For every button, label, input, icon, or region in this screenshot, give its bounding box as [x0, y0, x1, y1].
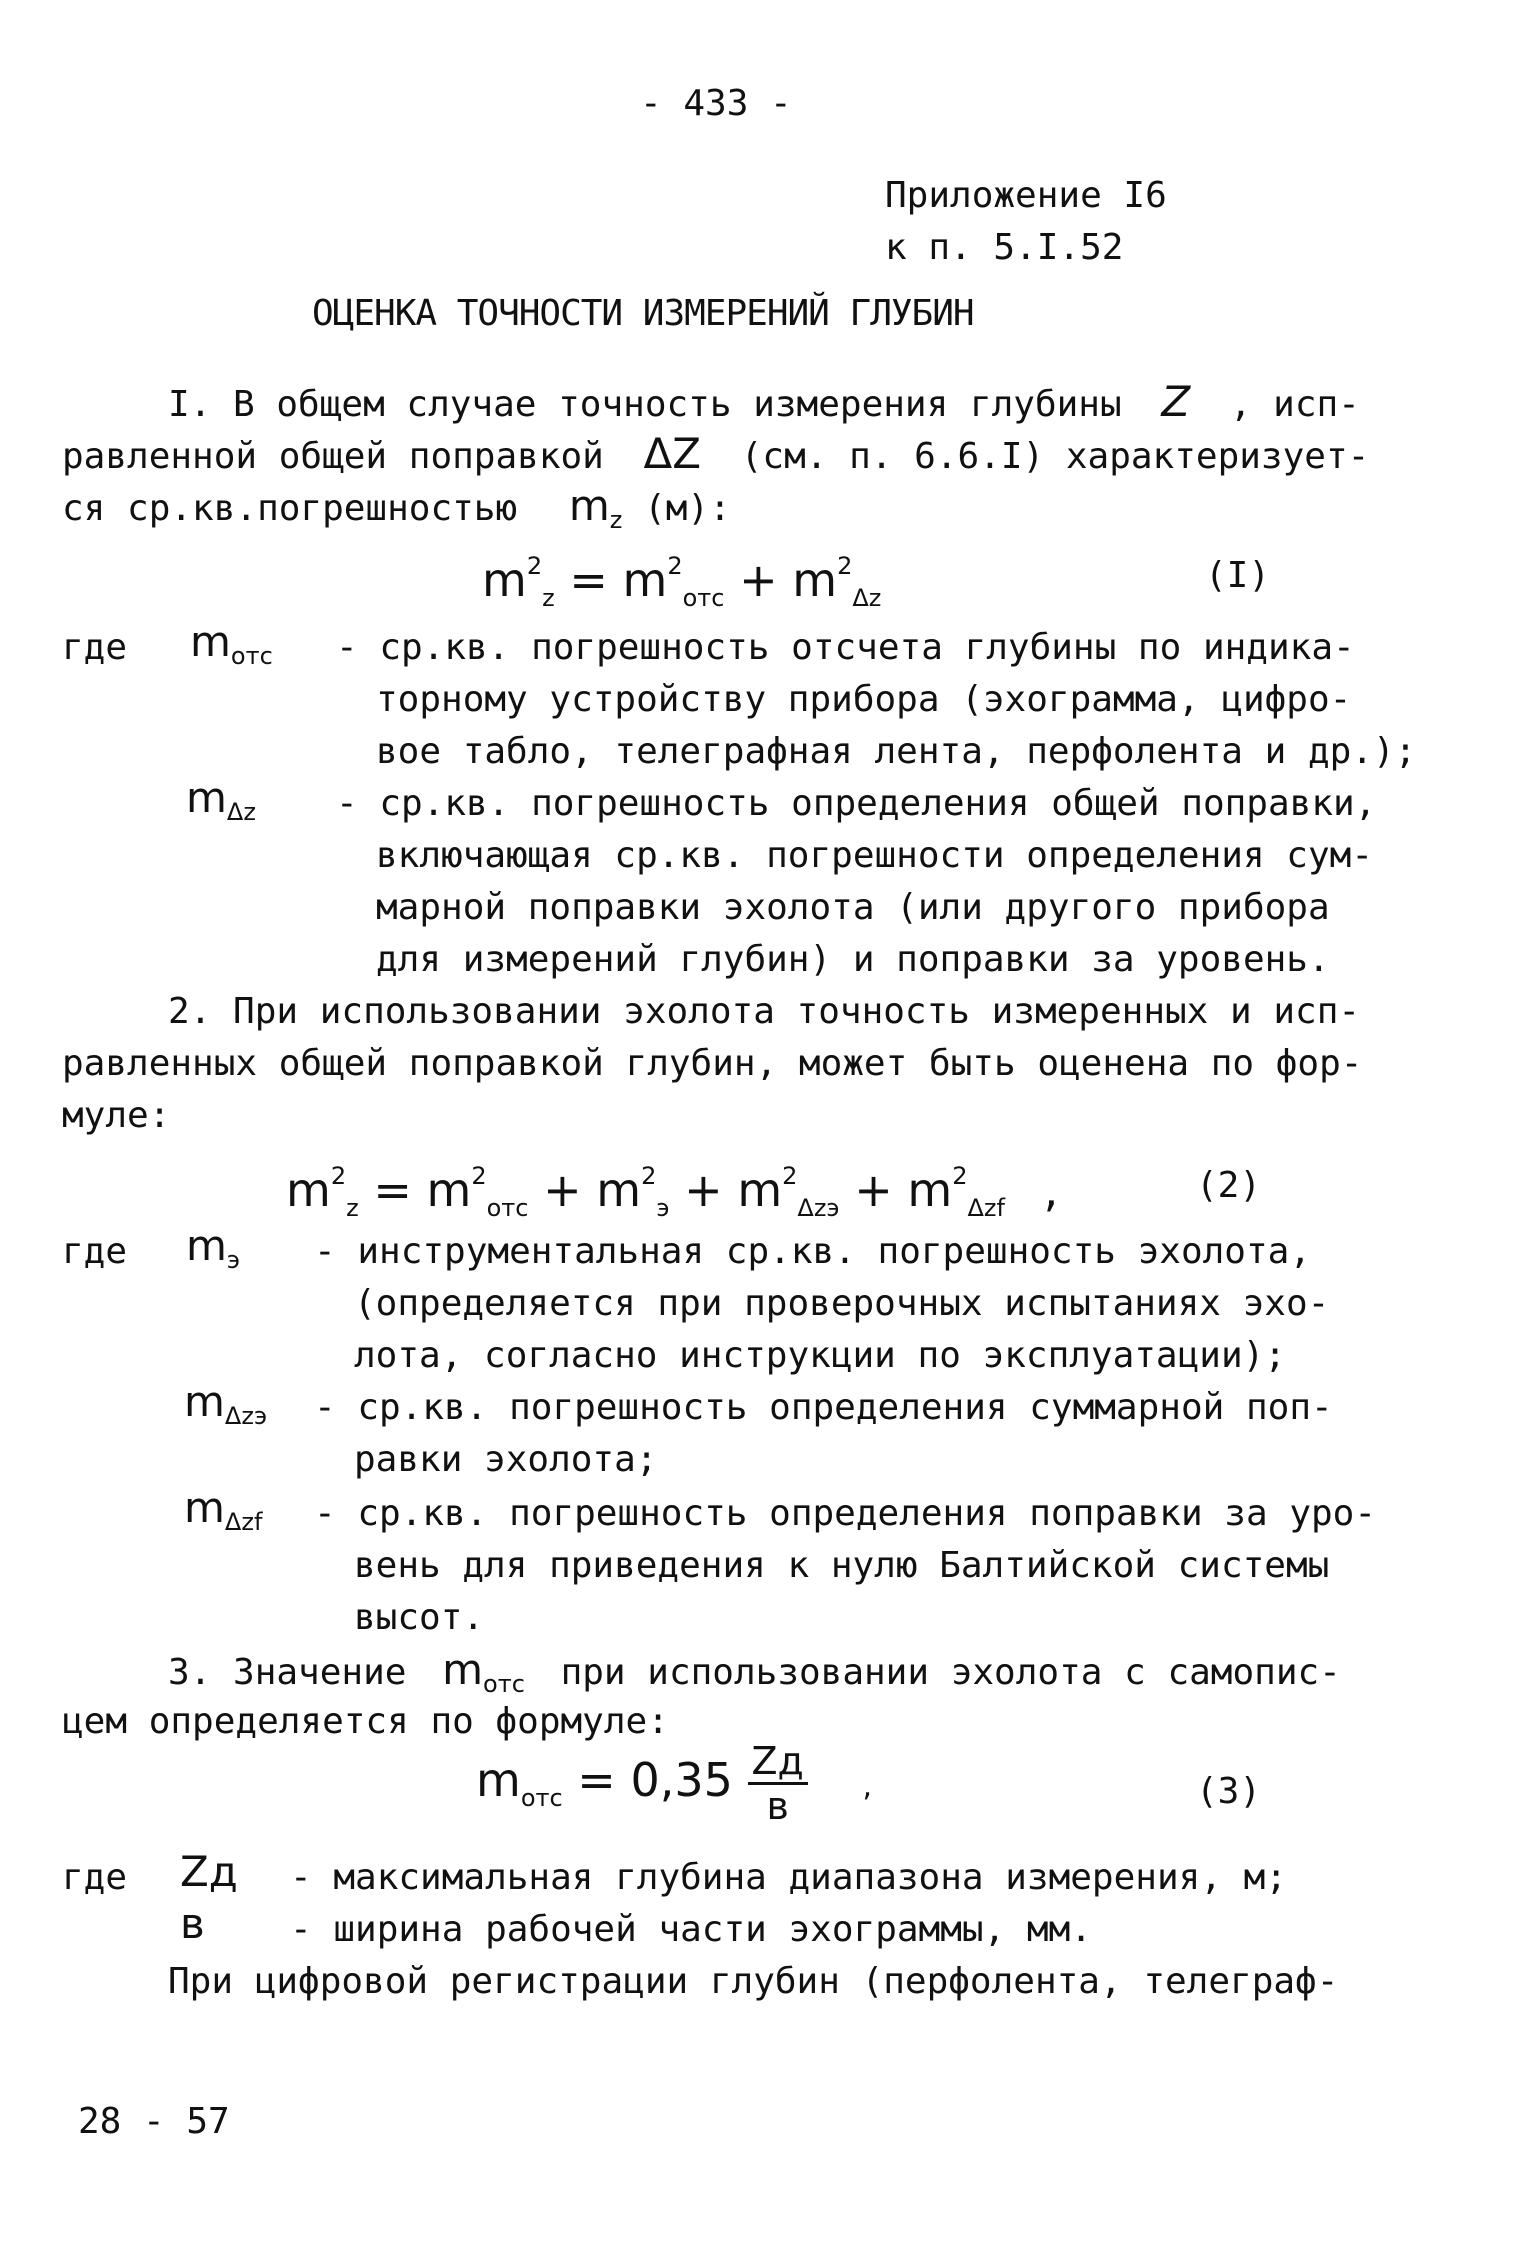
- text-segment: (м):: [644, 488, 731, 529]
- equation-1: $m^2_z = m^2_{отс} + m^2_{\Delta z}$: [482, 552, 882, 612]
- def-symbol-m-dz: $m_{\Delta z}$: [186, 773, 256, 826]
- def-text-line: вень для приведения к нулю Балтийской системы: [354, 1545, 1330, 1586]
- def-text-line: - ср.кв. погрешность отсчета глубины по индика-: [336, 627, 1355, 668]
- symbol-delta-z: ΔZ: [643, 429, 702, 478]
- text-segment: I. В общем случае точность измерения глубины: [168, 384, 1122, 425]
- def-text-line: равки эхолота;: [354, 1439, 658, 1480]
- text-segment: (см. п. 6.6.I) характеризует-: [740, 436, 1370, 477]
- def-text-line: - ср.кв. погрешность определения суммарной поп-: [314, 1387, 1333, 1428]
- paragraph-2-line-1: 2. При использовании эхолота точность измеренных и исп-: [168, 991, 1361, 1032]
- fraction: $\frac{Zд}{в}$: [748, 1740, 808, 1827]
- appendix-label: Приложение I6: [885, 175, 1167, 216]
- paragraph-1-line-2: [62, 428, 1369, 483]
- def-symbol-z-d: Zд: [180, 1847, 238, 1896]
- def-text-line: вое табло, телеграфная лента, перфолента и др.);: [376, 731, 1417, 772]
- def-text-line: - инструментальная ср.кв. погрешность эхолота,: [314, 1231, 1311, 1272]
- def-text-line: - ширина рабочей части эхограммы, мм.: [290, 1909, 1092, 1950]
- text-segment: равленной общей поправкой: [62, 436, 604, 477]
- def-text-line: лота, согласно инструкции по эксплуатации);: [354, 1335, 1286, 1376]
- def-symbol-b: в: [180, 1899, 205, 1948]
- def-text-line: включающая ср.кв. погрешности определения сум-: [376, 835, 1373, 876]
- page-title: ОЦЕНКА ТОЧНОСТИ ИЗМЕРЕНИЙ ГЛУБИН: [312, 293, 974, 334]
- def-text-line: (определяется при проверочных испытаниях эхо-: [354, 1283, 1330, 1324]
- def-symbol-m-dzf: $m_{\Delta zf}$: [184, 1483, 263, 1536]
- text-segment: 3. Значение: [168, 1652, 407, 1693]
- footer-code: 28 - 57: [78, 2101, 230, 2142]
- paragraph-2-line-2: равленных общей поправкой глубин, может быть оценена по фор-: [62, 1043, 1363, 1084]
- where-label-3: где: [62, 1857, 128, 1898]
- equation-3-number: (3): [1196, 1771, 1262, 1812]
- text-segment: ся ср.кв.погрешностью: [62, 488, 518, 529]
- text-segment: при использовании эхолота с самопис-: [560, 1652, 1341, 1693]
- equation-3: $m_{отс} = 0,35$ $\frac{Zд}{в}$ ,: [476, 1739, 872, 1828]
- def-text-line: - ср.кв. погрешность определения поправки за уро-: [314, 1493, 1377, 1534]
- where-label-1: где: [62, 627, 128, 668]
- paragraph-2-line-3: муле:: [62, 1095, 171, 1136]
- where-label-2: где: [62, 1231, 128, 1272]
- text-segment: , исп-: [1229, 384, 1360, 425]
- def-symbol-m-e: $m_э$: [186, 1221, 241, 1274]
- def-text-line: высот.: [354, 1597, 485, 1638]
- equation-2-number: (2): [1196, 1165, 1262, 1206]
- equation-2: $m^2_z = m^2_{отс} + m^2_э + m^2_{\Delta zэ} + m^2_{\Delta zf}$ ,: [286, 1162, 1059, 1222]
- def-text-line: для измерений глубин) и поправки за уровень.: [376, 939, 1330, 980]
- def-text-line: - максимальная глубина диапазона измерения, м;: [290, 1857, 1287, 1898]
- def-text-line: марной поправки эхолота (или другого прибора: [376, 887, 1330, 928]
- page-number: - 433 -: [640, 83, 792, 124]
- def-symbol-m-dze: $m_{\Delta zэ}$: [184, 1377, 268, 1430]
- inline-symbol-m-otc: $m_{отс}$: [442, 1645, 525, 1698]
- symbol-mz: $m_z$: [568, 481, 623, 534]
- symbol-z: Z: [1161, 377, 1191, 426]
- paragraph-1-line-1: [168, 376, 1360, 431]
- paragraph-3-line-2: цем определяется по формуле:: [62, 1701, 669, 1742]
- def-symbol-m-otc: $m_{отс}$: [190, 617, 273, 670]
- equation-1-number: (I): [1205, 555, 1271, 596]
- def-text-line: - ср.кв. погрешность определения общей поправки,: [336, 783, 1377, 824]
- def-text-line: торному устройству прибора (эхограмма, цифро-: [376, 679, 1352, 720]
- paragraph-1-line-3: [62, 480, 731, 546]
- paragraph-4-line-1: При цифровой регистрации глубин (перфолента, телеграф-: [168, 1961, 1339, 2002]
- appendix-reference: к п. 5.I.52: [885, 227, 1124, 268]
